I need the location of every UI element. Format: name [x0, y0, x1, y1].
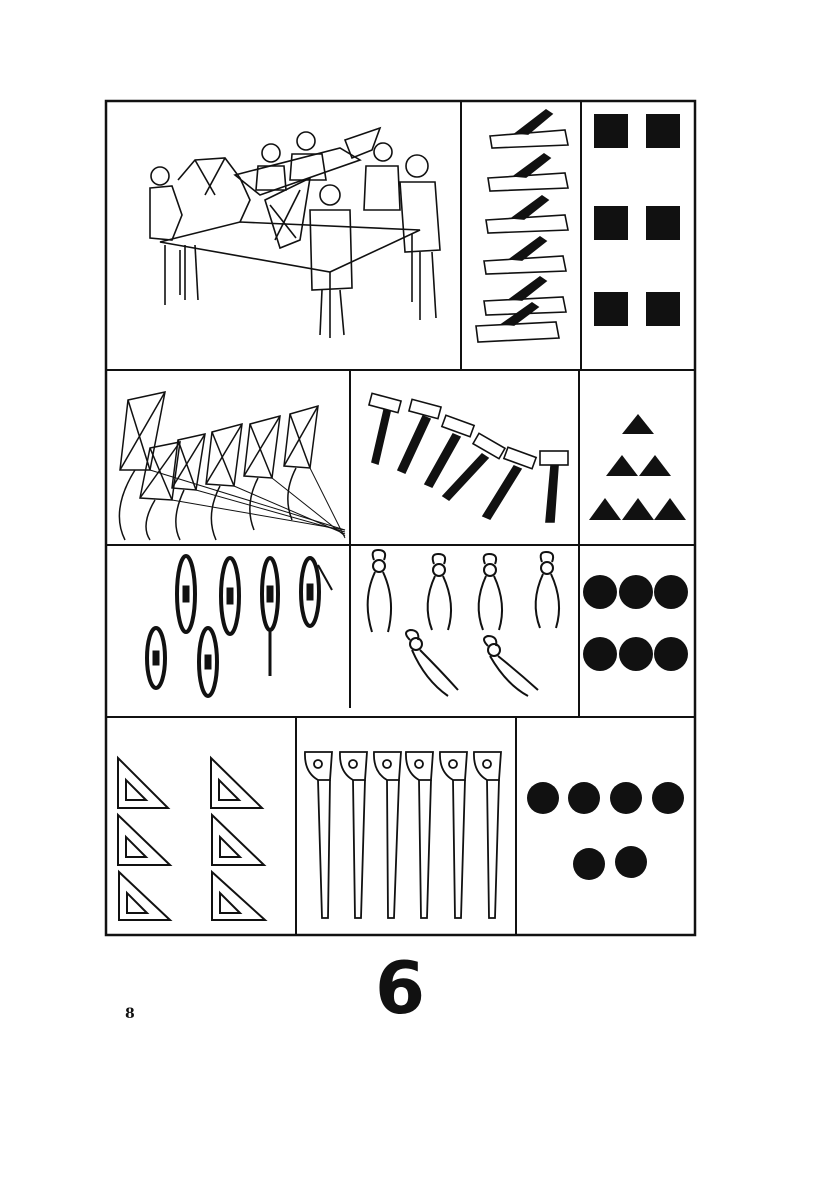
- circle-icon: [583, 637, 617, 671]
- square-icon: [646, 206, 680, 240]
- plane-icon: [490, 110, 568, 148]
- circle-icon: [654, 637, 688, 671]
- dot-icon: [527, 782, 559, 814]
- kite-icon: [244, 416, 280, 530]
- saw-icon: [305, 752, 332, 918]
- plane-icon: [488, 154, 568, 191]
- saws-panel: [305, 752, 501, 918]
- triangle-icon: [589, 498, 621, 520]
- dot-icon: [610, 782, 642, 814]
- dot-icon: [568, 782, 600, 814]
- triangle-icon: [606, 455, 638, 476]
- set-square-icon: [118, 815, 170, 865]
- plane-icon: [476, 303, 559, 342]
- pliers-icon: [484, 636, 538, 696]
- set-squares-panel: [118, 758, 265, 920]
- triangle-icon: [622, 498, 654, 520]
- square-icon: [594, 114, 628, 148]
- plane-icon: [484, 237, 566, 274]
- plane-icon: [486, 196, 568, 233]
- set-square-icon: [119, 872, 170, 920]
- spool-icon: [147, 628, 165, 688]
- pliers-icon: [479, 554, 502, 630]
- spool-icon: [177, 556, 195, 632]
- saw-icon: [340, 752, 367, 918]
- pliers-icon: [406, 630, 458, 696]
- triangles-panel: [589, 414, 686, 520]
- squares-panel: [594, 114, 680, 326]
- children-building-airplane-illustration: [150, 128, 440, 338]
- circle-icon: [583, 575, 617, 609]
- set-square-icon: [212, 815, 264, 865]
- pliers-icon: [428, 554, 451, 630]
- square-icon: [646, 292, 680, 326]
- square-icon: [646, 114, 680, 148]
- spool-icon: [221, 558, 239, 634]
- circles-panel: [583, 575, 688, 671]
- saw-icon: [406, 752, 433, 918]
- kite-icon: [206, 424, 242, 540]
- planes-panel: [476, 110, 568, 342]
- square-icon: [594, 292, 628, 326]
- square-icon: [594, 206, 628, 240]
- kites-panel: [119, 392, 345, 540]
- kite-icon: [172, 434, 205, 540]
- hammer-icon: [483, 447, 536, 519]
- triangle-icon: [622, 414, 654, 434]
- page-number: 8: [125, 1006, 135, 1022]
- hammer-icon: [398, 399, 441, 473]
- pliers-icon: [368, 550, 391, 632]
- set-square-icon: [211, 758, 262, 808]
- spool-icon: [301, 558, 332, 626]
- spool-icon: [199, 628, 217, 696]
- circle-icon: [619, 575, 653, 609]
- hammer-icon: [369, 393, 401, 464]
- dots-panel: [527, 782, 684, 880]
- dot-icon: [573, 848, 605, 880]
- hammers-panel: [369, 393, 568, 522]
- saw-icon: [374, 752, 401, 918]
- saw-icon: [474, 752, 501, 918]
- circle-icon: [619, 637, 653, 671]
- kite-icon: [284, 406, 318, 520]
- hammer-icon: [540, 451, 568, 522]
- pliers-icon: [536, 552, 559, 628]
- dot-icon: [652, 782, 684, 814]
- saw-icon: [440, 752, 467, 918]
- set-square-icon: [212, 872, 265, 920]
- spools-panel: [147, 556, 332, 696]
- triangle-icon: [654, 498, 686, 520]
- dot-icon: [615, 846, 647, 878]
- triangle-icon: [639, 455, 671, 476]
- set-square-icon: [118, 758, 168, 808]
- count-number: 6: [374, 946, 426, 1030]
- spool-icon: [262, 558, 278, 676]
- pliers-panel: [368, 550, 559, 696]
- circle-icon: [654, 575, 688, 609]
